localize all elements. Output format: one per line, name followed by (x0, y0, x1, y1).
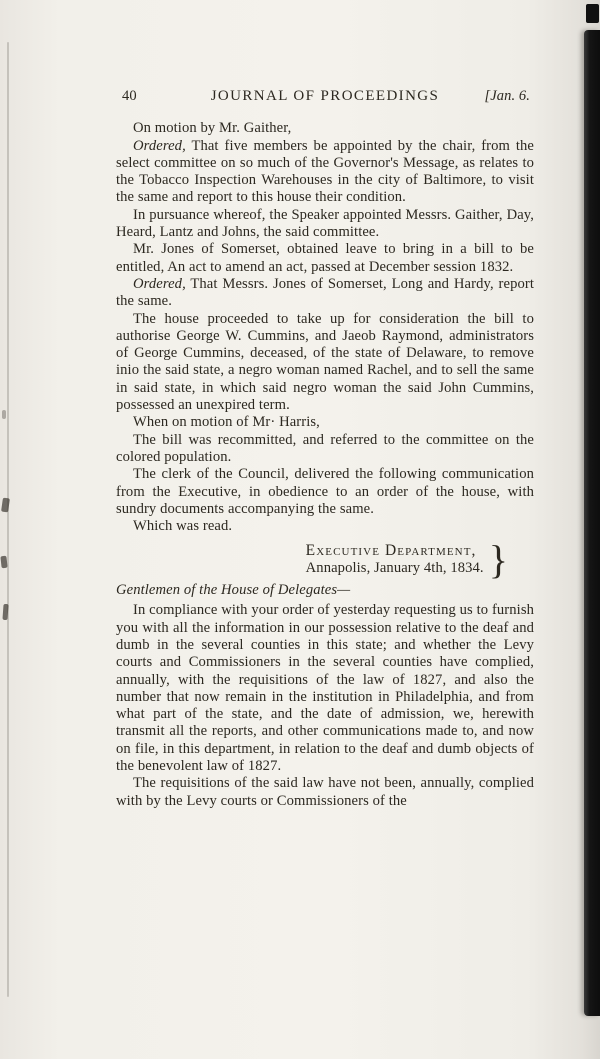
paragraph-text: Which was read. (133, 518, 233, 535)
paragraph-text: When on motion of Mr· Harris, (133, 414, 320, 431)
scan-edge-smudge (2, 410, 6, 419)
paragraph (116, 138, 534, 207)
paragraph (116, 276, 534, 311)
paragraph (116, 311, 534, 415)
ordered-lead: Ordered, (133, 137, 186, 154)
paragraph (116, 241, 534, 276)
scan-corner-mark (586, 4, 599, 23)
paragraph (116, 120, 534, 137)
paragraph-text: The clerk of the Council, delivered the following communication from the Executive, in obedience to an order of the house, with sundry documents accompanying the same. (116, 466, 534, 517)
body-paragraph: In compliance with your order of yesterday requesting us to furnish you with all the information in our possession relative to the deaf and dumb in the several counties in this state; and whether the Levy courts and Commissioners in the several counties have complied, annually, with the requisitions of the law of 1827, and also the number that now remain in the institution in Philadelphia, and from what part of the state, and the date of admission, we, herewith transmit all the reports, and other communications made to, and now on file, in this department, in relation to the deaf and dumb objects of the benevolent law of 1827. (116, 602, 534, 774)
paragraph (116, 414, 534, 431)
paragraph-text: Mr. Jones of Somerset, obtained leave to bring in a bill to be entitled, An act to amend an act, passed at December session 1832. (116, 241, 534, 275)
page-number: 40 (122, 88, 137, 104)
paragraph-text: That five members be appointed by the chair, from the select committee on so much of the Governor's Message, as relates to the Tobacco Inspection Warehouses in the city of Baltimore, to visit the same and report to this house their condition. (116, 137, 534, 206)
salutation-line: Gentlemen of the House of Delegates— (116, 582, 351, 599)
paragraph-text: On motion by Mr. Gaither, (133, 120, 292, 137)
paragraph (116, 207, 534, 242)
paragraph-text: The bill was recommitted, and referred to the committee on the colored population. (116, 431, 534, 465)
letterhead-place-date: Annapolis, January 4th, 1834. (305, 559, 484, 576)
paragraph (116, 518, 534, 535)
paragraph-text: That Messrs. Jones of Somerset, Long and Hardy, report the same. (116, 275, 534, 310)
letterhead-lines (306, 542, 484, 577)
letterhead-department: Executive Department, (305, 542, 477, 560)
scan-left-edge-line (7, 42, 9, 997)
paragraph (116, 432, 534, 467)
header-date: [Jan. 6. (484, 88, 530, 104)
paragraph-text: In pursuance whereof, the Speaker appointed Messrs. Gaither, Day, Heard, Lantz and Johns, the said committee. (116, 206, 534, 241)
paragraph (116, 466, 534, 518)
scan-gutter-bar (584, 30, 600, 1016)
scan-edge-smudge (0, 556, 7, 569)
ordered-lead: Ordered, (133, 275, 186, 292)
paragraph-text: The house proceeded to take up for consideration the bill to authorise George W. Cummins, and Jaeob Raymond, administrators of George Cummins, deceased, of the state of Delaware, to remove inio the said state, a negro woman named Rachel, and to sell the same in said state, in which said negro woman the said John Cummins, possessed an unexpired term. (116, 310, 534, 414)
journal-title: JOURNAL OF PROCEEDINGS (210, 88, 440, 104)
running-header (122, 88, 530, 105)
text-block (116, 88, 534, 810)
body-paragraph: The requisitions of the said law have not been, annually, complied with by the Levy courts or Commissioners of the (116, 775, 534, 809)
letterhead-brace: } (488, 536, 508, 582)
executive-letterhead (116, 536, 508, 582)
